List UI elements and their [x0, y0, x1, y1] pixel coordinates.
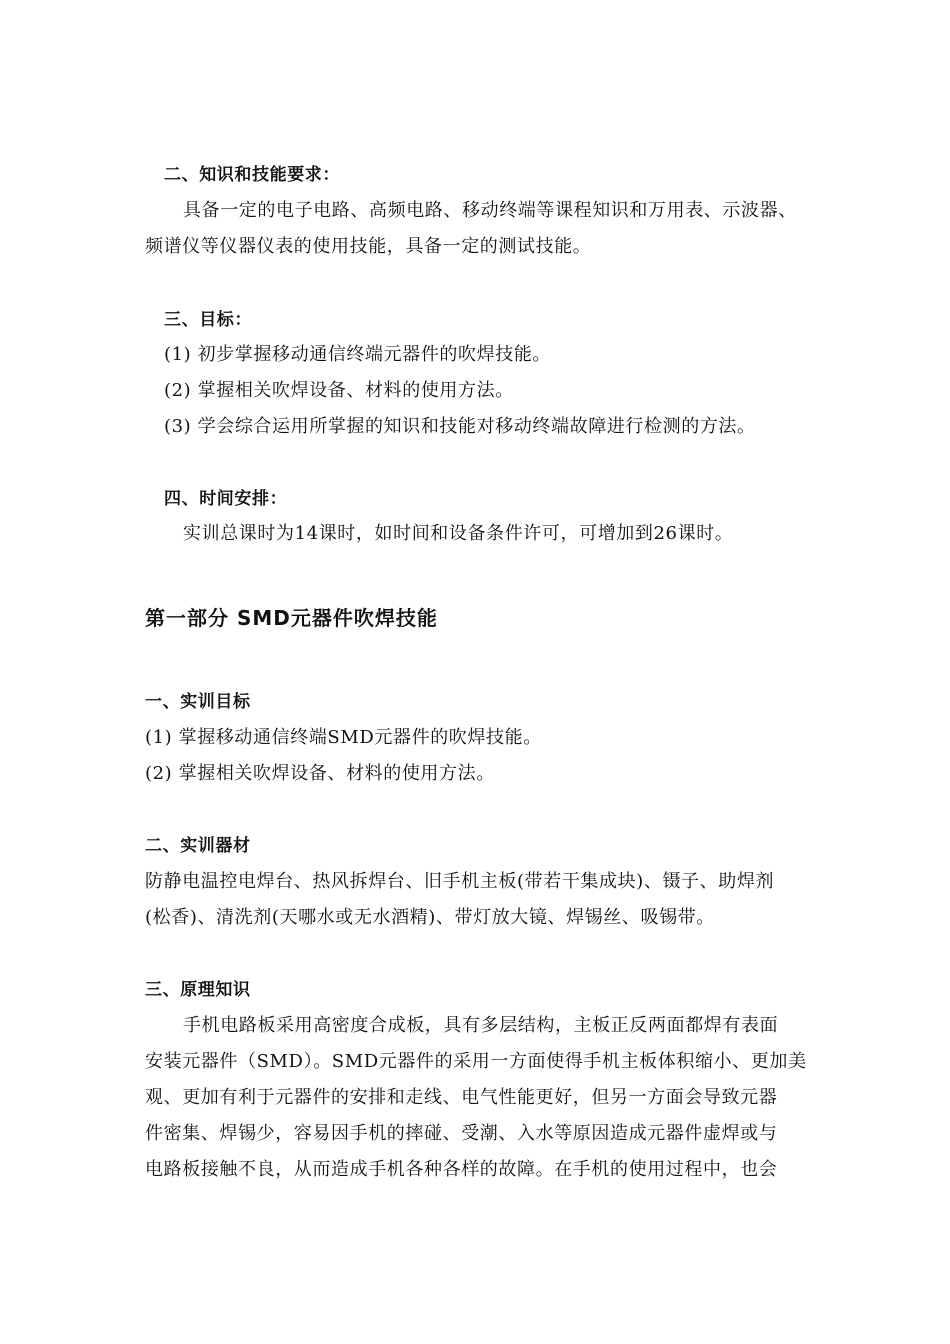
paragraph-line: 频谱仪等仪器仪表的使用技能，具备一定的测试技能。	[145, 236, 592, 257]
list-item: (2) 掌握相关吹焊设备、材料的使用方法。	[145, 763, 495, 784]
paragraph-line: 件密集、焊锡少，容易因手机的摔碰、受潮、入水等原因造成元器件虚焊或与	[145, 1123, 778, 1144]
paragraph-line: 电路板接触不良，从而造成手机各种各样的故障。在手机的使用过程中，也会	[145, 1159, 778, 1180]
paragraph-line: 防静电温控电焊台、热风拆焊台、旧手机主板(带若干集成块)、镊子、助焊剂	[145, 871, 775, 892]
list-item: (1) 掌握移动通信终端SMD元器件的吹焊技能。	[145, 727, 542, 748]
paragraph-line: 安装元器件（SMD）。SMD元器件的采用一方面使得手机主板体积缩小、更加美	[145, 1051, 807, 1072]
paragraph-line: (松香)、清洗剂(天哪水或无水酒精)、带灯放大镜、焊锡丝、吸锡带。	[145, 907, 715, 928]
section-heading-schedule: 四、时间安排：	[164, 489, 288, 509]
paragraph-line: 实训总课时为14课时，如时间和设备条件许可，可增加到26课时。	[183, 523, 734, 544]
section-heading-training-goal: 一、实训目标	[145, 692, 251, 712]
section-heading-principle: 三、原理知识	[145, 980, 251, 1000]
section-heading-goals: 三、目标：	[164, 310, 252, 330]
section-heading-equipment: 二、实训器材	[145, 836, 251, 856]
paragraph-line: 观、更加有利于元器件的安排和走线、电气性能更好，但另一方面会导致元器	[145, 1087, 778, 1108]
list-item: (2) 掌握相关吹焊设备、材料的使用方法。	[164, 380, 514, 401]
list-item: (3) 学会综合运用所掌握的知识和技能对移动终端故障进行检测的方法。	[164, 416, 756, 437]
paragraph-line: 具备一定的电子电路、高频电路、移动终端等课程知识和万用表、示波器、	[183, 200, 797, 221]
paragraph-line: 手机电路板采用高密度合成板，具有多层结构，主板正反两面都焊有表面	[183, 1015, 779, 1036]
list-item: (1) 初步掌握移动通信终端元器件的吹焊技能。	[164, 344, 552, 365]
section-heading-knowledge: 二、知识和技能要求：	[164, 165, 340, 185]
part-title: 第一部分 SMD元器件吹焊技能	[145, 606, 438, 630]
